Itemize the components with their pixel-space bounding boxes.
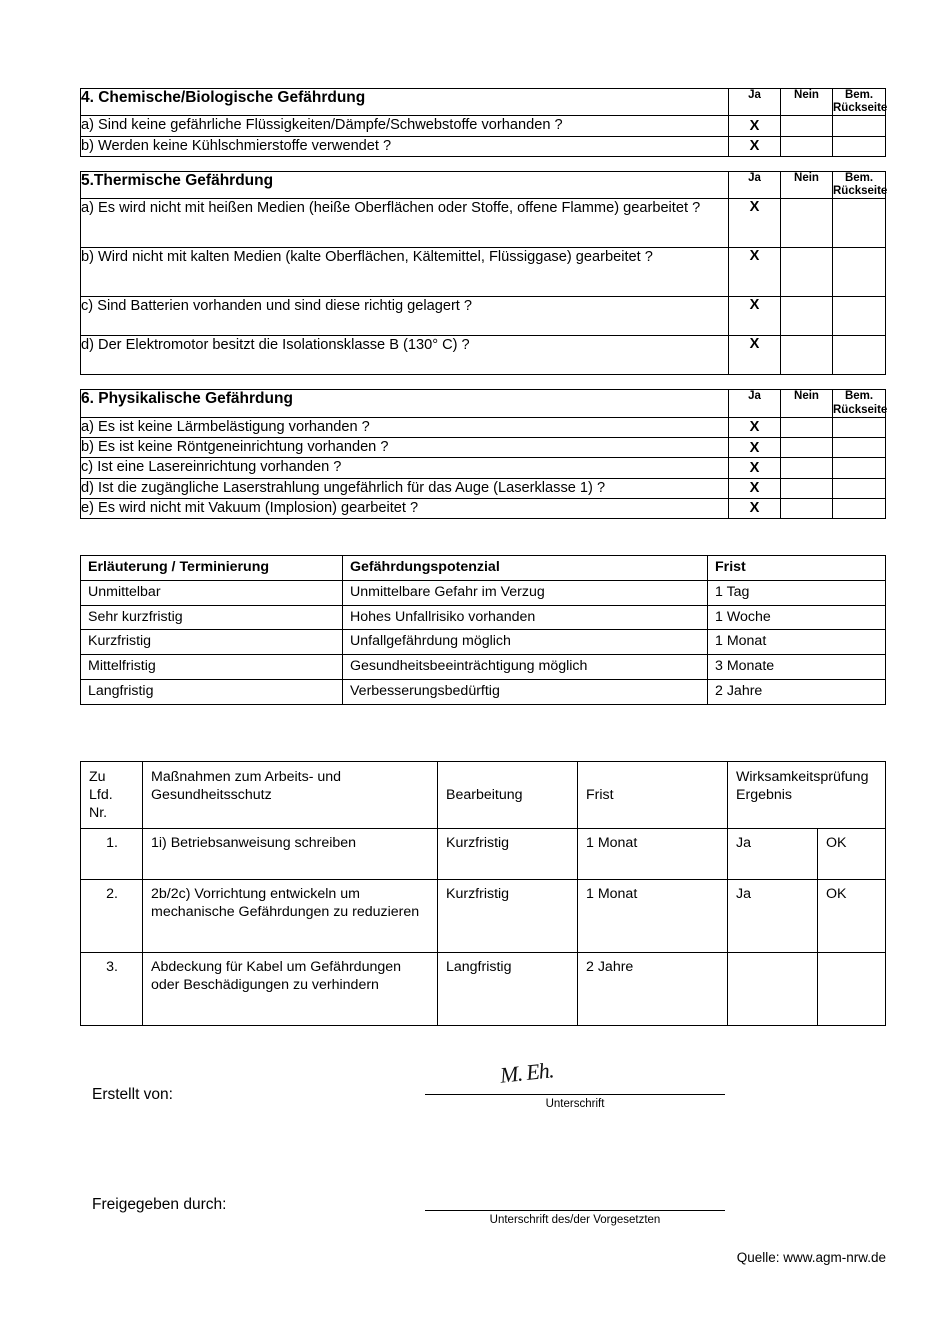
measure-ergebnis[interactable]: OK xyxy=(818,879,886,952)
answer-nein[interactable] xyxy=(781,498,833,518)
question-text: e) Es wird nicht mit Vakuum (Implosion) gearbeitet ? xyxy=(81,498,729,518)
legend-header-row xyxy=(81,556,886,581)
measure-frist: 2 Jahre xyxy=(578,952,728,1025)
legend-term: Mittelfristig xyxy=(81,655,343,680)
table-row xyxy=(81,952,886,1025)
answer-ja[interactable]: X xyxy=(729,297,781,336)
table-row xyxy=(81,248,886,297)
question-text: b) Wird nicht mit kalten Medien (kalte Oberflächen, Kältemittel, Flüssiggase) gearbeitet ? xyxy=(81,248,729,297)
answer-ja[interactable]: X xyxy=(729,478,781,498)
table-row xyxy=(81,679,886,704)
measure-bearbeitung: Langfristig xyxy=(438,952,578,1025)
measures-header-row xyxy=(81,761,886,828)
hazard-table-thermal xyxy=(80,171,886,375)
measures-header-nr-line3: Nr. xyxy=(89,805,108,822)
answer-nein[interactable] xyxy=(781,297,833,336)
measure-action: 2b/2c) Vorrichtung entwickeln um mechanische Gefährdungen zu reduzieren xyxy=(143,879,438,952)
measure-action: 1i) Betriebsanweisung schreiben xyxy=(143,828,438,879)
measure-bearbeitung: Kurzfristig xyxy=(438,828,578,879)
column-header-nein: Nein xyxy=(781,171,833,198)
legend-header-frist: Frist xyxy=(708,556,886,581)
created-by-label: Erstellt von: xyxy=(92,1085,173,1103)
question-text: a) Sind keine gefährliche Flüssigkeiten/Dämpfe/Schwebstoffe vorhanden ? xyxy=(81,116,729,136)
legend-term: Langfristig xyxy=(81,679,343,704)
signature-block xyxy=(80,1057,885,1248)
legend-term: Sehr kurzfristig xyxy=(81,605,343,630)
table-row xyxy=(81,199,886,248)
answer-bemerkung[interactable] xyxy=(833,199,886,248)
measures-header-wirksamkeit xyxy=(728,761,886,828)
table-row xyxy=(81,605,886,630)
measure-frist: 1 Monat xyxy=(578,828,728,879)
created-by-caption: Unterschrift xyxy=(545,1097,605,1110)
measures-header-bearbeitung: Bearbeitung xyxy=(438,761,578,828)
column-header-bemerkung-line2: Rückseite xyxy=(833,185,888,198)
measures-header-nr-line2: Lfd. xyxy=(89,787,113,804)
hazard-table-physical xyxy=(80,389,886,519)
table-row xyxy=(81,879,886,952)
table-row xyxy=(81,458,886,478)
legend-potenzial: Unfallgefährdung möglich xyxy=(343,630,708,655)
table-row xyxy=(81,655,886,680)
column-header-bemerkung-line1: Bem. xyxy=(844,89,874,101)
column-header-bemerkung-line1: Bem. xyxy=(844,171,874,184)
table-row xyxy=(81,336,886,375)
answer-ja[interactable]: X xyxy=(729,136,781,156)
answer-ja[interactable]: X xyxy=(729,458,781,478)
legend-term: Unmittelbar xyxy=(81,580,343,605)
answer-ja[interactable]: X xyxy=(729,116,781,136)
answer-bemerkung[interactable] xyxy=(833,478,886,498)
column-header-bemerkung-line1: Bem. xyxy=(844,390,874,403)
answer-nein[interactable] xyxy=(781,438,833,458)
table-row xyxy=(81,580,886,605)
answer-ja[interactable]: X xyxy=(729,336,781,375)
table-row xyxy=(81,116,886,136)
legend-frist: 1 Woche xyxy=(708,605,886,630)
question-text: a) Es wird nicht mit heißen Medien (heiße Oberflächen oder Stoffe, offene Flamme) gearbeitet ? xyxy=(81,199,729,248)
answer-ja[interactable]: X xyxy=(729,417,781,437)
measure-pruefung[interactable]: Ja xyxy=(728,879,818,952)
column-header-bemerkung-line2: Rückseite xyxy=(833,102,888,115)
answer-nein[interactable] xyxy=(781,417,833,437)
measure-frist: 1 Monat xyxy=(578,879,728,952)
measures-header-action-line2: Gesundheitsschutz xyxy=(151,787,272,804)
table-row xyxy=(81,498,886,518)
spacer xyxy=(80,375,885,389)
legend-header-erlaeuterung: Erläuterung / Terminierung xyxy=(81,556,343,581)
column-header-ja: Ja xyxy=(729,171,781,198)
column-header-bemerkung xyxy=(833,171,886,198)
answer-nein[interactable] xyxy=(781,199,833,248)
table-row xyxy=(81,828,886,879)
measures-header-action xyxy=(143,761,438,828)
measures-header-wirksamkeit-line1: Wirksamkeitsprüfung xyxy=(736,768,869,785)
table-row xyxy=(81,136,886,156)
legend-potenzial: Unmittelbare Gefahr im Verzug xyxy=(343,580,708,605)
legend-potenzial: Hohes Unfallrisiko vorhanden xyxy=(343,605,708,630)
section-title: 4. Chemische/Biologische Gefährdung xyxy=(81,89,729,116)
section-title: 6. Physikalische Gefährdung xyxy=(81,390,729,417)
question-text: d) Der Elektromotor besitzt die Isolationsklasse B (130° C) ? xyxy=(81,336,729,375)
source-note: Quelle: www.agm-nrw.de xyxy=(736,1250,886,1265)
answer-ja[interactable]: X xyxy=(729,248,781,297)
measures-header-nr-line1: Zu xyxy=(89,768,106,785)
answer-bemerkung[interactable] xyxy=(833,116,886,136)
legend-header-potenzial: Gefährdungspotenzial xyxy=(343,556,708,581)
signature-row-approved xyxy=(80,1184,885,1258)
answer-ja[interactable]: X xyxy=(729,199,781,248)
section-header-row xyxy=(81,89,886,116)
question-text: a) Es ist keine Lärmbelästigung vorhanden ? xyxy=(81,417,729,437)
question-text: b) Werden keine Kühlschmierstoffe verwendet ? xyxy=(81,136,729,156)
answer-nein[interactable] xyxy=(781,248,833,297)
question-text: d) Ist die zugängliche Laserstrahlung ungefährlich für das Auge (Laserklasse 1) ? xyxy=(81,478,729,498)
measure-action: Abdeckung für Kabel um Gefährdungen oder Beschädigungen zu verhindern xyxy=(143,952,438,1025)
measures-header-frist: Frist xyxy=(578,761,728,828)
answer-nein[interactable] xyxy=(781,478,833,498)
table-row xyxy=(81,438,886,458)
legend-potenzial: Verbesserungsbedürftig xyxy=(343,679,708,704)
approved-by-signature-line[interactable] xyxy=(425,1210,725,1211)
table-row xyxy=(81,478,886,498)
column-header-ja: Ja xyxy=(729,89,781,116)
approved-by-label: Freigegeben durch: xyxy=(92,1195,227,1213)
measure-nr: 3. xyxy=(81,952,143,1025)
form-sheet xyxy=(80,88,888,1248)
answer-nein[interactable] xyxy=(781,458,833,478)
answer-nein[interactable] xyxy=(781,116,833,136)
answer-ja[interactable]: X xyxy=(729,438,781,458)
answer-bemerkung[interactable] xyxy=(833,417,886,437)
spacer xyxy=(80,157,885,171)
signature-row-created xyxy=(80,1057,885,1142)
legend-frist: 1 Monat xyxy=(708,630,886,655)
measure-nr: 1. xyxy=(81,828,143,879)
section-header-row xyxy=(81,171,886,198)
column-header-nein: Nein xyxy=(781,89,833,116)
measure-pruefung[interactable] xyxy=(728,952,818,1025)
answer-ja[interactable]: X xyxy=(729,498,781,518)
measure-ergebnis[interactable]: OK xyxy=(818,828,886,879)
column-header-bemerkung xyxy=(833,390,886,417)
answer-bemerkung[interactable] xyxy=(833,136,886,156)
legend-frist: 3 Monate xyxy=(708,655,886,680)
answer-bemerkung[interactable] xyxy=(833,498,886,518)
signature-mark: M. Eh. xyxy=(498,1057,555,1088)
section-title: 5.Thermische Gefährdung xyxy=(81,171,729,198)
column-header-bemerkung xyxy=(833,89,886,116)
table-row xyxy=(81,417,886,437)
question-text: c) Ist eine Lasereinrichtung vorhanden ? xyxy=(81,458,729,478)
column-header-ja: Ja xyxy=(729,390,781,417)
measure-nr: 2. xyxy=(81,879,143,952)
measure-pruefung[interactable]: Ja xyxy=(728,828,818,879)
measures-header-wirksamkeit-line2: Ergebnis xyxy=(736,787,792,804)
answer-bemerkung[interactable] xyxy=(833,438,886,458)
legend-potenzial: Gesundheitsbeeinträchtigung möglich xyxy=(343,655,708,680)
created-by-signature-line[interactable] xyxy=(425,1094,725,1095)
hazard-table-chemical xyxy=(80,88,886,157)
legend-table xyxy=(80,555,886,705)
question-text: b) Es ist keine Röntgeneinrichtung vorhanden ? xyxy=(81,438,729,458)
section-header-row xyxy=(81,390,886,417)
table-row xyxy=(81,297,886,336)
answer-bemerkung[interactable] xyxy=(833,336,886,375)
column-header-bemerkung-line2: Rückseite xyxy=(833,403,888,416)
answer-nein[interactable] xyxy=(781,136,833,156)
legend-frist: 2 Jahre xyxy=(708,679,886,704)
approved-by-caption: Unterschrift des/der Vorgesetzten xyxy=(489,1213,661,1226)
measures-header-nr xyxy=(81,761,143,828)
answer-bemerkung[interactable] xyxy=(833,297,886,336)
table-row xyxy=(81,630,886,655)
measure-ergebnis[interactable] xyxy=(818,952,886,1025)
legend-term: Kurzfristig xyxy=(81,630,343,655)
question-text: c) Sind Batterien vorhanden und sind diese richtig gelagert ? xyxy=(81,297,729,336)
legend-frist: 1 Tag xyxy=(708,580,886,605)
measures-header-action-line1: Maßnahmen zum Arbeits- und xyxy=(151,768,342,785)
answer-bemerkung[interactable] xyxy=(833,248,886,297)
answer-nein[interactable] xyxy=(781,336,833,375)
measures-table xyxy=(80,761,886,1026)
answer-bemerkung[interactable] xyxy=(833,458,886,478)
measure-bearbeitung: Kurzfristig xyxy=(438,879,578,952)
column-header-nein: Nein xyxy=(781,390,833,417)
